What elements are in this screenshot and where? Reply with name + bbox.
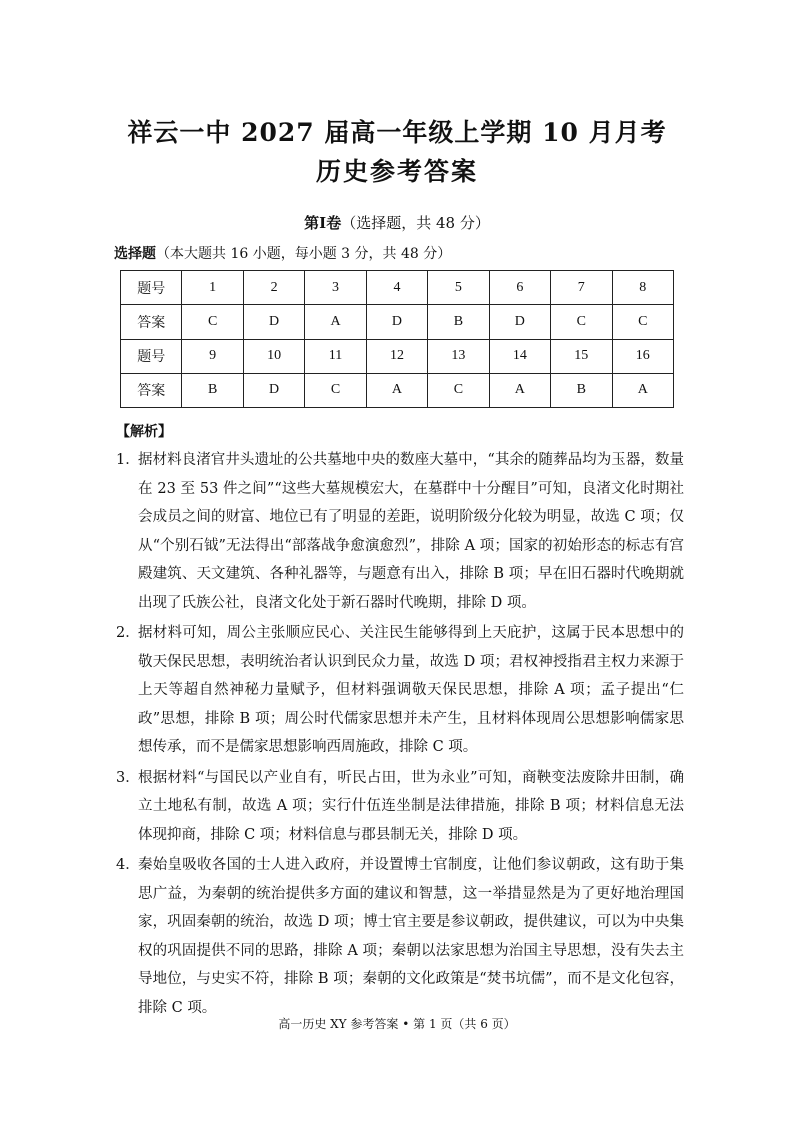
table-row xyxy=(121,305,674,339)
answer-cell: C xyxy=(182,305,243,339)
table-row xyxy=(121,271,674,305)
answer-cell: A xyxy=(366,373,427,407)
list-item xyxy=(116,764,684,850)
item-number: 4． xyxy=(116,857,140,873)
question-number: 6 xyxy=(489,271,550,305)
analysis-list xyxy=(116,446,684,1024)
answer-cell: C xyxy=(551,305,612,339)
question-number: 7 xyxy=(551,271,612,305)
list-item xyxy=(116,619,684,762)
question-number: 4 xyxy=(366,271,427,305)
row-label-question: 题号 xyxy=(121,339,182,373)
list-item xyxy=(116,446,684,617)
question-number: 11 xyxy=(305,339,366,373)
row-label-answer: 答案 xyxy=(121,373,182,407)
choice-desc: （本大题共 16 小题，每小题 3 分，共 48 分） xyxy=(156,246,452,262)
answer-cell: C xyxy=(428,373,489,407)
analysis-heading: 【解析】 xyxy=(116,424,172,440)
page-subtitle: 历史参考答案 xyxy=(315,157,478,186)
question-number: 12 xyxy=(366,339,427,373)
page-title: 祥云一中 2027 届高一年级上学期 10 月月考 xyxy=(127,118,667,147)
answer-cell: D xyxy=(243,305,304,339)
page-footer: 高一历史 XY 参考答案 • 第 1 页（共 6 页） xyxy=(278,1017,516,1031)
section-heading-bold: 第Ⅰ卷 xyxy=(304,214,342,232)
item-number: 2． xyxy=(116,625,140,641)
answer-cell: B xyxy=(551,373,612,407)
item-text: 据材料可知，周公主张顺应民心、关注民生能够得到上天庇护，这属于民本思想中的敬天保民思想，表明统治者认识到民众力量，故选 D 项；君权神授指君主权力来源于上天等超自然神秘力量赋予，但材料强调敬天保民思想，排除 A 项；孟子提出“仁政”思想，排除 B 项；周公时代儒家思想并未产生，且材料体现周公思想影响儒家思想传承，而不是儒家思想影响西周施政，排除 C 项。 xyxy=(138,625,684,755)
question-number: 1 xyxy=(182,271,243,305)
item-number: 1． xyxy=(116,452,140,468)
item-number: 3． xyxy=(116,769,140,786)
answer-cell: B xyxy=(428,305,489,339)
question-number: 14 xyxy=(489,339,550,373)
choice-intro xyxy=(114,243,451,263)
answer-cell: D xyxy=(489,305,550,339)
answer-cell: C xyxy=(305,373,366,407)
row-label-answer: 答案 xyxy=(121,305,182,339)
answer-cell: D xyxy=(243,373,304,407)
answer-cell: A xyxy=(612,373,674,407)
section-heading xyxy=(0,212,794,233)
question-number: 9 xyxy=(182,339,243,373)
answer-cell: D xyxy=(366,305,427,339)
item-text: 据材料良渚官井头遗址的公共墓地中央的数座大墓中，“其余的随葬品均为玉器，数量在 23 至 53 件之间”“这些大墓规模宏大，在墓群中十分醒目”可知，良渚文化时期社会成员之间的财富、地位已有了明显的差距，说明阶级分化较为明显，故选 C 项；仅从“个别石钺”无法得出“部落战争愈演愈烈”，排除 A 项；国家的初始形态的标志有宫殿建筑、天文建筑、各种礼器等，与题意有出入，排除 B 项；早在旧石器时代晚期就出现了氏族公社，良渚文化处于新石器时代晚期，排除 D 项。 xyxy=(138,452,684,611)
question-number: 13 xyxy=(428,339,489,373)
question-number: 8 xyxy=(612,271,674,305)
row-label-question: 题号 xyxy=(121,271,182,305)
question-number: 5 xyxy=(428,271,489,305)
question-number: 3 xyxy=(305,271,366,305)
question-number: 16 xyxy=(612,339,674,373)
question-number: 10 xyxy=(243,339,304,373)
item-text: 根据材料“与国民以产业自有，听民占田，世为永业”可知，商鞅变法废除井田制，确立土地私有制，故选 A 项；实行什伍连坐制是法律措施，排除 B 项；材料信息无法体现抑商，排除 C 项；材料信息与郡县制无关，排除 D 项。 xyxy=(138,769,684,843)
question-number: 2 xyxy=(243,271,304,305)
question-number: 15 xyxy=(551,339,612,373)
choice-label: 选择题 xyxy=(114,246,156,262)
answer-cell: C xyxy=(612,305,674,339)
table-row xyxy=(121,373,674,407)
answer-cell: A xyxy=(489,373,550,407)
answer-table xyxy=(120,270,674,408)
table-row xyxy=(121,339,674,373)
list-item xyxy=(116,851,684,1022)
answer-cell: B xyxy=(182,373,243,407)
section-heading-rest: （选择题，共 48 分） xyxy=(341,214,490,232)
item-text: 秦始皇吸收各国的士人进入政府，并设置博士官制度，让他们参议朝政，这有助于集思广益，为秦朝的统治提供多方面的建议和智慧，这一举措显然是为了更好地治理国家，巩固秦朝的统治，故选 D 项；博士官主要是参议朝政，提供建议，可以为中央集权的巩固提供不同的思路，排除 A 项；秦朝以法家思想为治国主导思想，没有失去主导地位，与史实不符，排除 B 项；秦朝的文化政策是“焚书坑儒”，而不是文化包容，排除 C 项。 xyxy=(138,857,684,1016)
answer-cell: A xyxy=(305,305,366,339)
